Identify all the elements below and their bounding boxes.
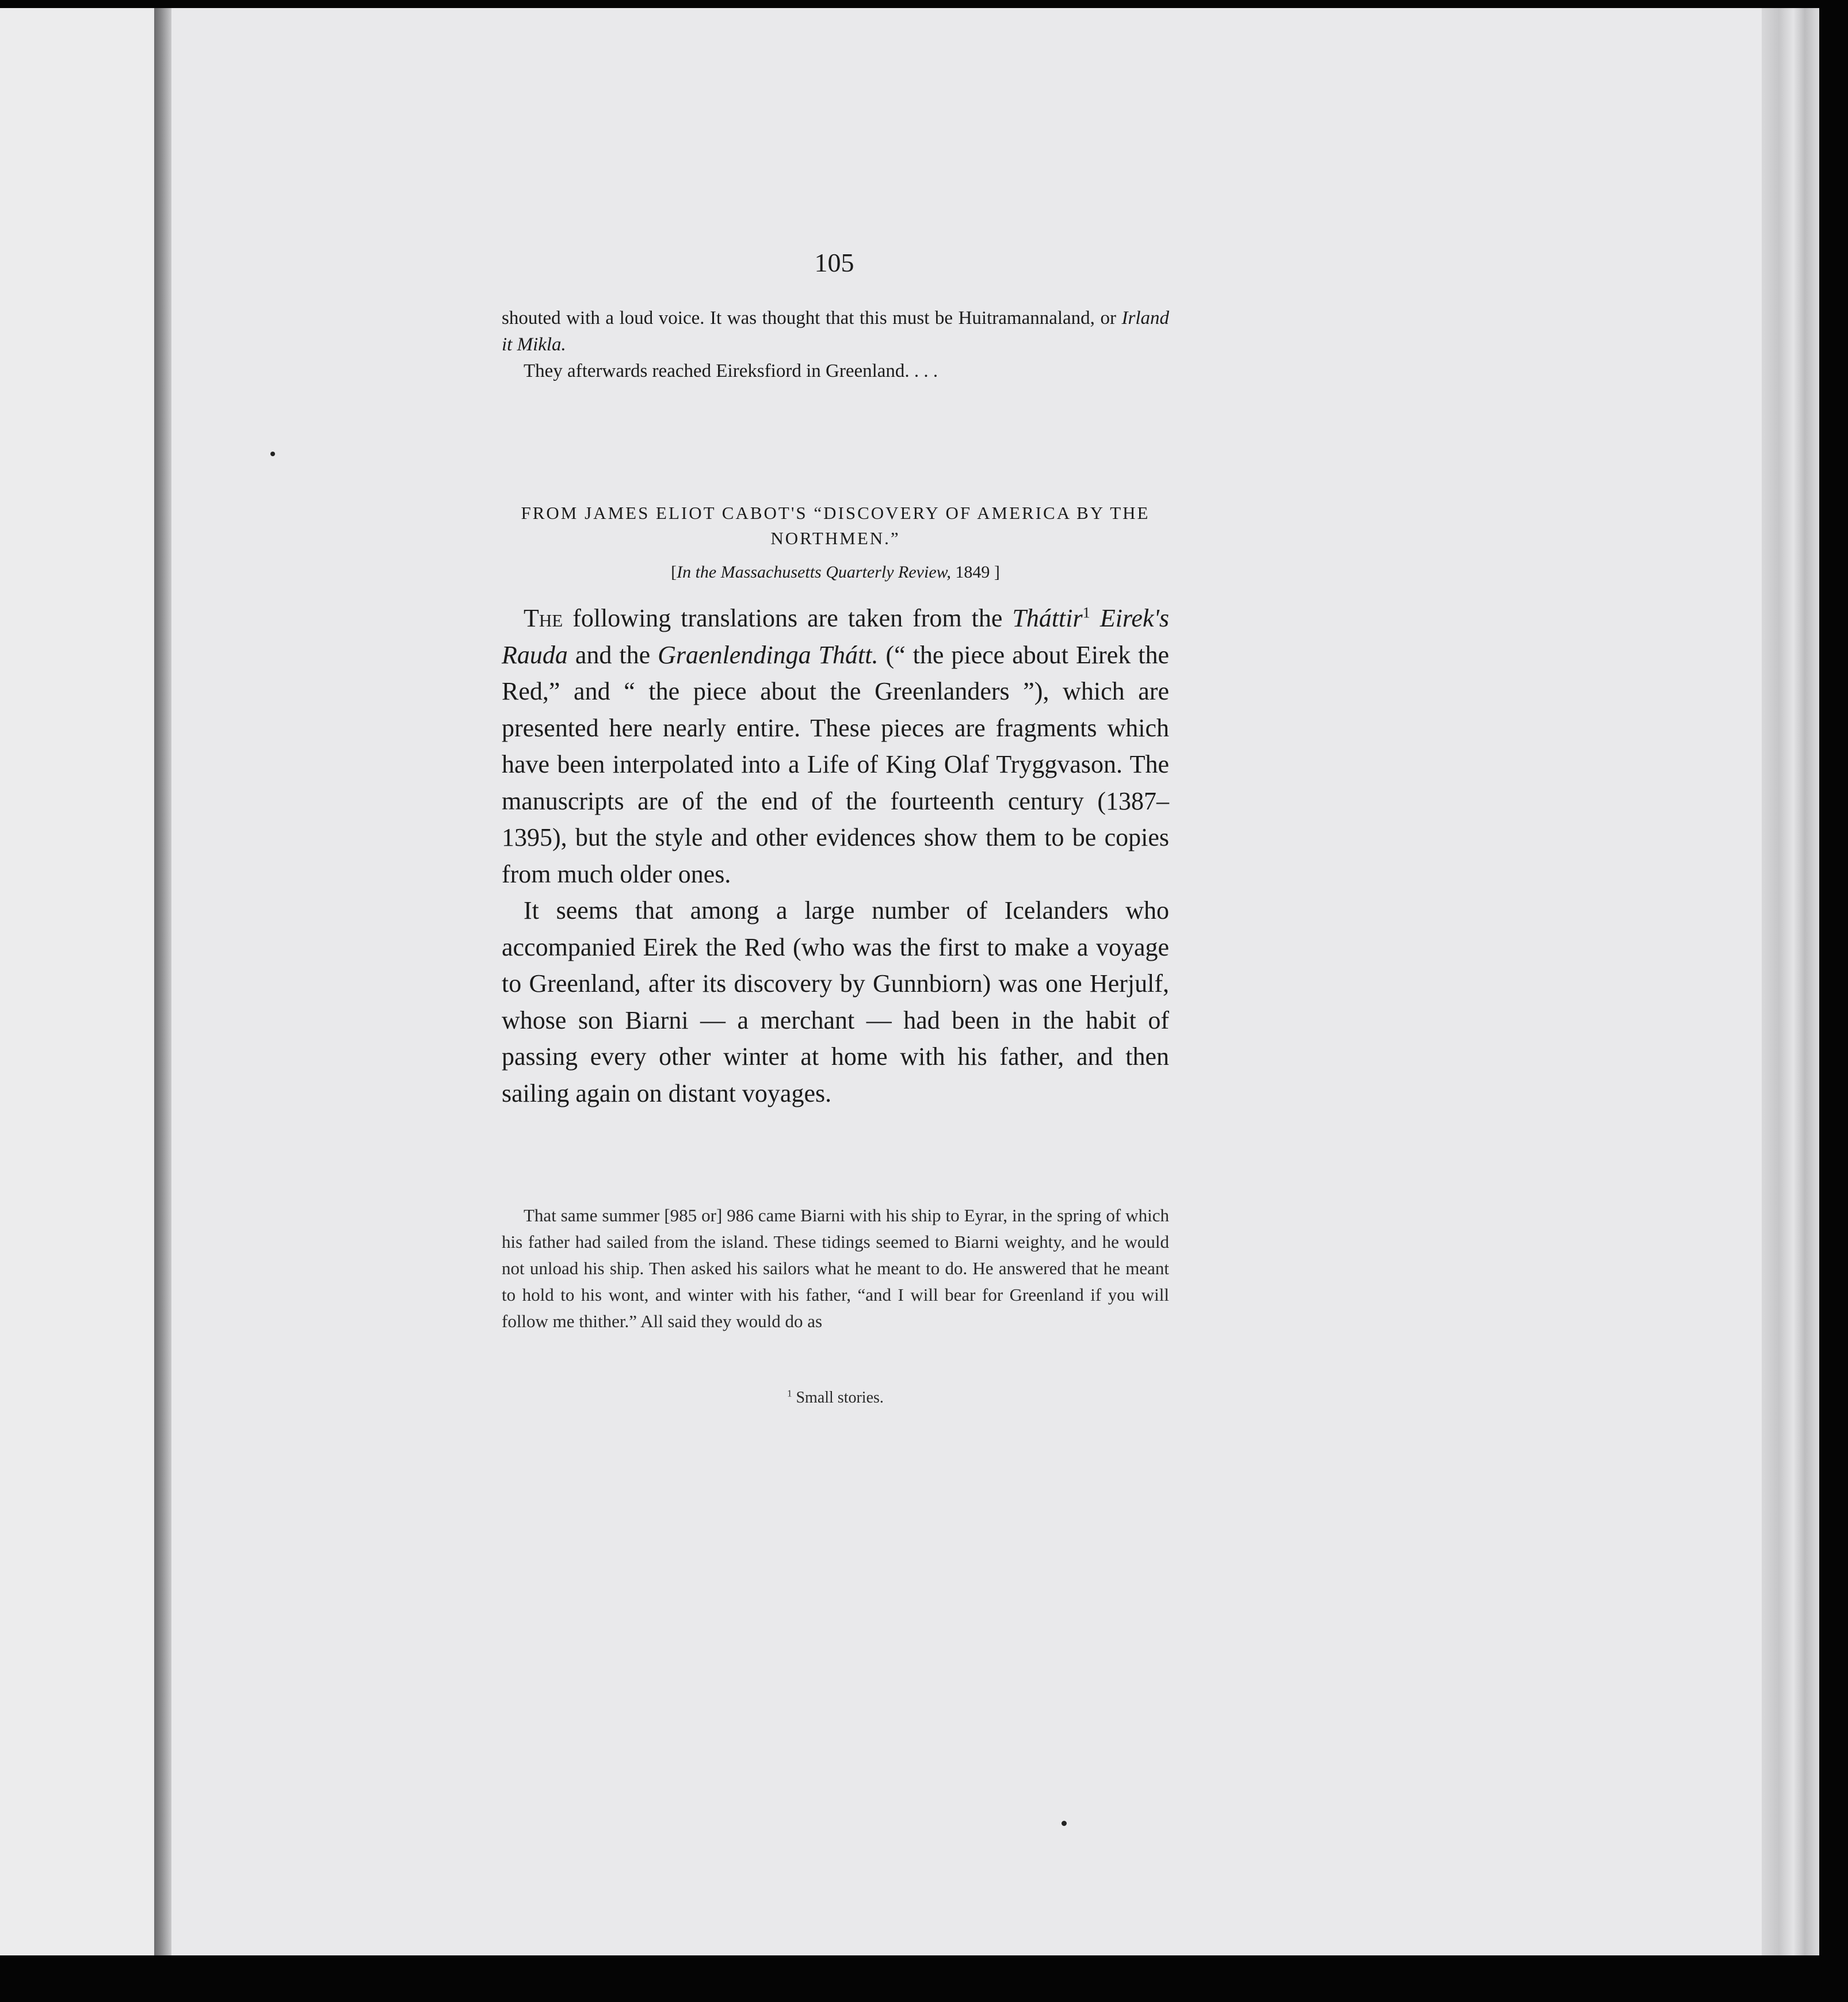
main-text [502, 600, 1169, 1111]
footnote-marker: 1 [787, 1388, 792, 1399]
page-number: 105 [814, 248, 854, 277]
section-heading: FROM JAMES ELIOT CABOT'S “DISCOVERY OF AMERICA BY THE NORTHMEN.” [521, 503, 1150, 548]
paragraph-herjulf: It seems that among a large number of Icelanders who accompanied Eirek the Red (who was the first to make a voyage to Greenland, after its discovery by Gunnbiorn) was one Herjulf, whose son Biarni — a merchant — had been in the habit of passing every other winter at home with his father, and then sailing again on distant voyages. [502, 896, 1169, 1107]
paragraph-text: (“ the piece about Eirek the Red,” and “ the piece about the Greenlanders ”), which are presented here nearly entire. These pieces are fragments which have been interpolated into a Life of King Olaf Tryggvason. The manuscripts are of the end of the fourteenth century (1387–1395), but the style and other evidences show them to be copies from much older ones. [502, 640, 1169, 888]
quoted-extract [502, 1202, 1169, 1335]
continued-closing-line: They afterwards reached Eireksfiord in Greenland. . . . [524, 361, 938, 381]
section-source [502, 561, 1169, 584]
source-journal: In the Massachusetts Quarterly Review, [677, 563, 951, 582]
page-fore-edge [1762, 8, 1819, 1955]
paragraph-text: and the [567, 640, 658, 669]
work-title-thattir: Tháttir [1012, 604, 1083, 632]
quote-paragraph: That same summer [985 or] 986 came Biarni with his ship to Eyrar, in the spring of which his father had sailed from the island. These tidings seemed to Biarni weighty, and he would not unload his ship. Then asked his sailors what he meant to do. He answered that he meant to hold to his wont, and winter with his father, “and I will bear for Greenland if you will follow me thither.” All said they would do as [502, 1205, 1169, 1331]
paragraph-translations [502, 600, 1169, 892]
continued-paragraph [502, 305, 1169, 358]
paragraph-text: following translations are taken from the [563, 604, 1013, 632]
footnote-text: Small stories. [792, 1389, 884, 1407]
continued-line-italic: Irland it Mikla. [502, 308, 1169, 355]
work-title-eirek: Eirek's Rauda [502, 604, 1170, 669]
continued-text [502, 305, 1169, 384]
paragraph-text [1090, 604, 1100, 632]
work-title-graenlendinga: Graenlendinga Thátt. [658, 640, 879, 669]
source-year: 1849 ] [950, 563, 1000, 582]
book-gutter [154, 8, 171, 1955]
continued-line-text: shouted with a loud voice. It was thought that this must be Huitramannaland, or [502, 308, 1122, 328]
dust-speck [270, 452, 275, 456]
footnote-reference: 1 [1082, 603, 1090, 621]
footnote [502, 1386, 1169, 1409]
paragraph-lead-word: The [524, 604, 563, 632]
dust-speck [1062, 1821, 1067, 1826]
source-bracket: [ [671, 563, 677, 582]
facing-page-edge [0, 8, 154, 1955]
